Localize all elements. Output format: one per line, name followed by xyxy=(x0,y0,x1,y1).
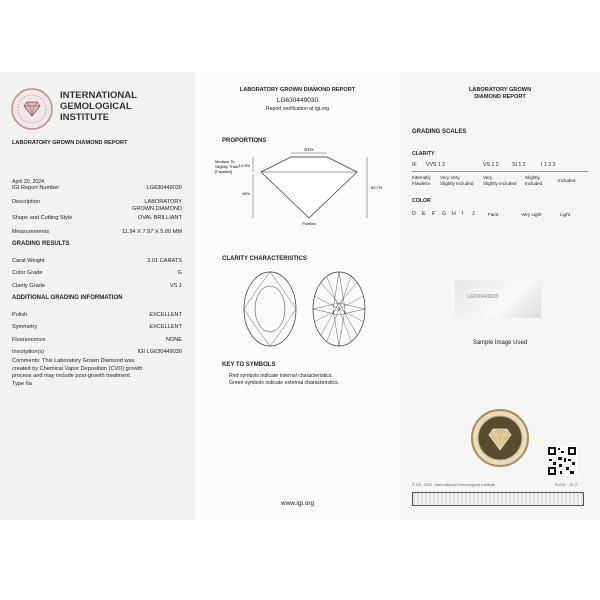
institute-name: INTERNATIONAL GEMOLOGICAL INSTITUTE xyxy=(60,90,137,123)
row-description: Description LABORATORY GROWN DIAMOND xyxy=(12,199,182,212)
row-carat: Carat Weight 3.01 CARATS xyxy=(12,258,182,264)
grading-scales-panel: LABORATORY GROWN DIAMOND REPORT GRADING SCALES CLARITY IF VVS 1 2 VS 1 2 SI 1 2 I 1 2 3 Internally Flawless Very Very Slightly Included Very Slightly Included Slightly Included Included COLOR D E F G H I J Faint Very Light Light LG630449030 Sample Image Used © IGI, 2021. International Gemological Institute R-001 · 01.2 xyxy=(400,72,600,520)
girdle-label-3: (Faceted) xyxy=(215,169,233,174)
clarity-desc-4: Included xyxy=(558,178,576,183)
report-date: April 20, 2024 xyxy=(12,179,45,185)
igi-gold-seal-icon xyxy=(470,408,530,468)
clarity-desc-2: Very Slightly Included xyxy=(483,175,517,186)
sample-inscription-image xyxy=(455,280,541,318)
website: www.igi.org xyxy=(280,500,315,507)
verification-text: Report verification at igi.org xyxy=(265,106,330,112)
depth-pct: 62.7% xyxy=(371,185,383,190)
igi-seal-icon xyxy=(10,87,54,131)
clarity-desc-0: Internally Flawless xyxy=(412,175,431,186)
security-strip xyxy=(412,492,584,506)
clarity-heading: CLARITY CHARACTERISTICS xyxy=(222,256,307,262)
grading-scales-heading: GRADING SCALES xyxy=(412,129,467,135)
row-color: Color Grade G xyxy=(12,270,182,276)
clarity-scale-heading: CLARITY xyxy=(412,151,435,157)
middle-title: LABORATORY GROWN DIAMOND REPORT xyxy=(239,87,356,93)
clarity-divider xyxy=(412,171,588,172)
color-desc-2: Light xyxy=(560,212,570,217)
right-title: LABORATORY GROWN DIAMOND REPORT xyxy=(468,87,532,100)
row-symmetry: Symmetry EXCELLENT xyxy=(12,324,182,330)
row-measurements: Measurements 11.94 X 7.97 X 5.00 MM xyxy=(12,229,182,235)
clarity-grade-3: SI 1 2 xyxy=(512,162,526,168)
proportions-diagram xyxy=(213,147,393,227)
clarity-grade-0: IF xyxy=(412,162,417,168)
grading-results-heading: GRADING RESULTS xyxy=(12,241,70,247)
report-title: LABORATORY GROWN DIAMOND REPORT xyxy=(12,140,128,146)
table-pct: 61% xyxy=(304,147,314,152)
sample-caption: Sample Image Used xyxy=(472,340,528,346)
clarity-grade-4: I 1 2 3 xyxy=(541,162,556,168)
row-report-number: IGI Report Number LG630449030 xyxy=(12,185,182,191)
clarity-desc-1: Very Very Slightly Included xyxy=(440,175,474,186)
key-heading: KEY TO SYMBOLS xyxy=(222,362,276,368)
row-shape: Shape and Cutting Style OVAL BRILLIANT xyxy=(12,215,182,221)
culet-label: Pointed xyxy=(302,221,316,226)
girdle-label-1: Medium To xyxy=(215,159,235,164)
sample-inscription-text: LG630449030 xyxy=(467,294,499,300)
report-number: LG630449030 xyxy=(276,97,319,104)
row-inscription: Inscription(s) IGI LG630449030 xyxy=(12,349,182,355)
additional-heading: ADDITIONAL GRADING INFORMATION xyxy=(12,295,123,301)
comments: Comments: This Laboratory Grown Diamond was created by Chemical Vapor Deposition (CVD) growth process and may include post-growth treatment. Type IIa xyxy=(12,358,143,387)
footer-code: R-001 · 01.2 xyxy=(555,482,578,487)
qr-code-icon[interactable] xyxy=(547,446,577,476)
proportions-panel xyxy=(195,72,400,520)
pavilion-pct: 45% xyxy=(241,191,250,196)
key-lines: Red symbols indicate internal characteristics. Green symbols indicate external characteristics. xyxy=(229,373,340,386)
color-desc-1: Very Light xyxy=(521,212,542,217)
color-desc-0: Faint xyxy=(488,212,499,217)
row-clarity: Clarity Grade VS 1 xyxy=(12,283,182,289)
clarity-plot-diagram xyxy=(237,268,372,350)
copyright: © IGI, 2021. International Gemological Institute xyxy=(412,482,496,487)
clarity-grade-1: VVS 1 2 xyxy=(426,162,446,168)
crown-pct: 14.5% xyxy=(238,163,250,168)
clarity-grade-2: VS 1 2 xyxy=(483,162,499,168)
report-summary-panel xyxy=(0,72,195,520)
girdle-label-2: Slightly Thick xyxy=(215,164,239,169)
row-fluorescence: Fluorescence NONE xyxy=(12,337,182,343)
clarity-desc-3: Slightly Included xyxy=(525,175,543,186)
color-scale-heading: COLOR xyxy=(412,198,431,204)
row-polish: Polish EXCELLENT xyxy=(12,312,182,318)
proportions-heading: PROPORTIONS xyxy=(222,138,267,144)
